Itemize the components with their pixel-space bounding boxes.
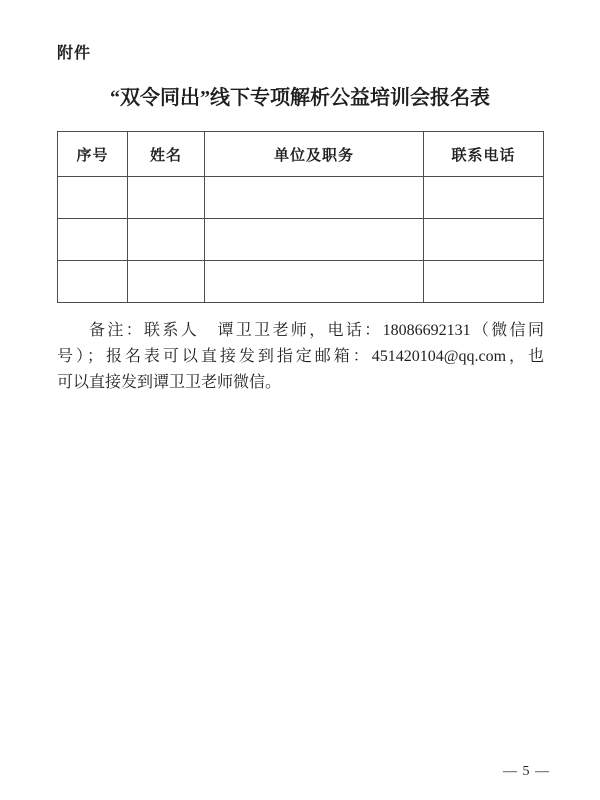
table-body xyxy=(58,177,544,303)
table-row xyxy=(58,261,544,303)
column-header-phone: 联系电话 xyxy=(424,132,544,177)
page-number: — 5 — xyxy=(503,764,550,779)
note-line: 号）；报名表可以直接发到指定邮箱：451420104@qq.com，也 xyxy=(57,348,544,365)
column-header-unit-position: 单位及职务 xyxy=(205,132,424,177)
table-cell xyxy=(128,219,205,261)
table-cell xyxy=(58,177,128,219)
note-line: 可以直接发到谭卫卫老师微信。 xyxy=(57,374,282,391)
table-header-row xyxy=(58,132,544,177)
table-row xyxy=(58,177,544,219)
column-header-name: 姓名 xyxy=(128,132,205,177)
table-cell xyxy=(58,219,128,261)
note-paragraph xyxy=(57,318,544,396)
column-header-serial: 序号 xyxy=(58,132,128,177)
table-cell xyxy=(424,177,544,219)
table-cell xyxy=(128,177,205,219)
table-cell xyxy=(58,261,128,303)
attachment-label: 附件 xyxy=(57,45,92,62)
table-cell xyxy=(424,219,544,261)
table-cell xyxy=(205,177,424,219)
registration-table xyxy=(57,131,544,303)
table-cell xyxy=(205,219,424,261)
table-cell xyxy=(205,261,424,303)
table-row xyxy=(58,219,544,261)
table-cell xyxy=(128,261,205,303)
page-title: “双令同出”线下专项解析公益培训会报名表 xyxy=(110,87,490,109)
note-line: 备注：联系人 谭卫卫老师，电话：18086692131（微信同 xyxy=(89,322,544,339)
table-cell xyxy=(424,261,544,303)
